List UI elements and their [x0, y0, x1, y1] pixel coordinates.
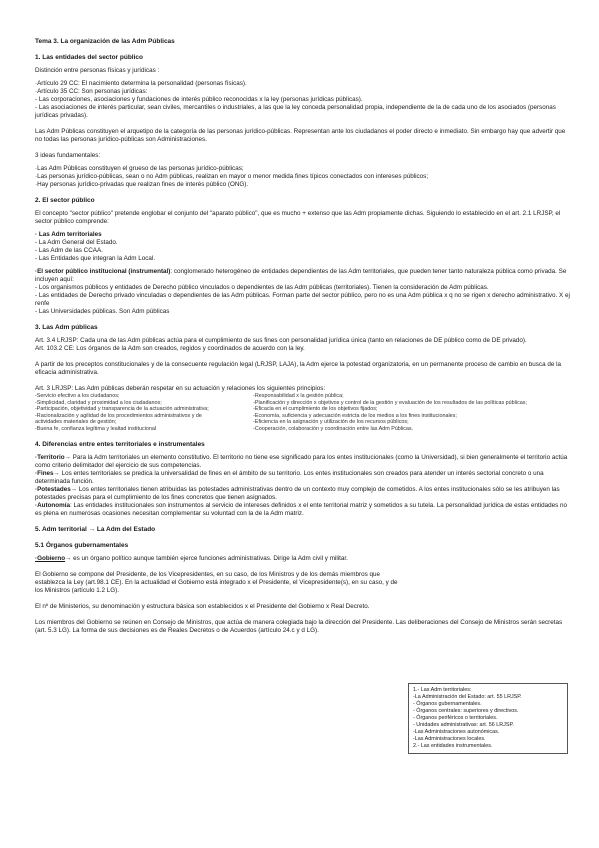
list-item: -Participación, objetividad y transparencia de la actuación administrativa; [35, 406, 209, 413]
paragraph: Distinción entre personas físicas y jurídicas : [35, 67, 160, 74]
list-item: - Las Adm de las CCAA. [35, 247, 103, 254]
list-item [35, 454, 570, 470]
inline-bold: ·Potestades [35, 485, 71, 493]
note-line: -La Administración del Estado: art. 55 LRJSP. [413, 694, 522, 700]
list-item: -Buena fe, confianza legítima y lealtad institucional [35, 425, 157, 432]
note-line: 2.- Las entidades instrumentales. [413, 743, 493, 749]
section-heading: 4. Diferencias entre entes territoriales e instrumentales [35, 440, 205, 448]
note-line: -Las Administraciones locales. [413, 736, 486, 742]
list-item: -Cooperación, colaboración y coordinación entre las Adm Públicas. [253, 425, 414, 432]
list-item: -Planificación y dirección x objetivos y control de la gestión y evaluación de los resultados de las políticas públicas; [253, 399, 527, 406]
list-item: - Los organismos públicos y entidades de Derecho público vinculados o dependientes de las Adm públicas (territoriales). Tienen la consideración de Adm públicas. [35, 284, 489, 291]
list-item [35, 502, 570, 518]
subheading: · Las Adm territoriales [35, 231, 102, 238]
inline-text: : Las entidades institucionales son instrumentos al servicio de intereses definidos x el ente territorial matriz y sometidos a su tutela. La personalidad jurídica de estas entidades no es plena en numerosas ocasiones necesitan complementar su voluntad con la de la Adm matriz. [35, 501, 568, 517]
paragraph: El concepto "sector público" pretende englobar el conjunto del "aparato público", que es mucho + extenso que las Adm propiamente dichas. Siguiendo lo establecido en el art. 2.1 LRJSP, el sector público comprende: [35, 210, 561, 225]
inline-bold: ·Gobierno [35, 554, 66, 562]
note-line: - Órganos gubernamentales. [413, 701, 482, 707]
principles-left [35, 393, 227, 433]
section-heading: 1. Las entidades del sector público [35, 54, 144, 61]
inline-bold: ·Fines [35, 469, 54, 477]
note-line: - Unidades administrativas: art. 56 LRJSP. [413, 722, 514, 728]
section-5-left-column [35, 555, 400, 611]
principles-columns [35, 393, 570, 433]
inline-text: → Los entes territoriales tienen atribuidas las potestades administrativas dentro de un contexto muy complejo de cometidos. A los entes institucionales sólo se les atribuyen las potestades precisas para el cumplimiento de los fines concretos que tienen asignados. [35, 485, 560, 501]
list-item: -Servicio efectivo a los ciudadanos; [35, 393, 120, 399]
list-item: - Las corporaciones, asociaciones y fundaciones de interés público reconocidas x la ley (personas jurídicas públicas). [35, 96, 363, 103]
note-line: 1.- Las Adm territoriales: [413, 687, 472, 693]
list-item: -Simplicidad, claridad y proximidad a los ciudadanos; [35, 399, 162, 406]
list-item: ·Las Adm Públicas constituyen el grueso de las personas jurídico-públicas; [35, 165, 244, 172]
document-body [35, 38, 570, 635]
section-heading: 2. El sector público [35, 197, 95, 204]
list-item: ·Artículo 35 CC: Son personas jurídicas: [35, 88, 148, 95]
list-item: -Eficacia en el cumplimiento de los objetivos fijados; [253, 406, 378, 413]
section-heading: 3. Las Adm públicas [35, 324, 98, 331]
list-item: - Las asociaciones de interés particular, sean civiles, mercantiles o industriales, a las que la ley conceda personalidad propia, independiente de la de cada uno de los asociados (personas jurídicas privadas). [35, 104, 556, 119]
note-line: - Órganos periféricos o territoriales. [413, 715, 498, 721]
list-item: -Responsabilidad x la gestión pública; [253, 393, 344, 399]
paragraph [35, 268, 570, 284]
note-line: - Órganos centrales: superiores y directivos. [413, 708, 519, 714]
list-item: - Las Universidades públicas. Son Adm públicas [35, 308, 170, 315]
inline-text: → Para la Adm territoriales un elemento constitutivo. El territorio no tiene ese significado para los entes institucionales (como la Universidad), si bien generalmente el territorio actúa como criterio delimitador del ejercicio de sus competencias. [35, 453, 568, 469]
list-item: - La Adm General del Estado. [35, 239, 118, 246]
list-item: ·Las personas jurídico-públicas, sean o no Adm públicas, realizan en mayor o menor medida fines típicos conectados con intereses públicos; [35, 173, 429, 180]
list-item [35, 470, 570, 486]
principles-right [253, 393, 570, 433]
note-line: -Las Administraciones autonómicas. [413, 729, 500, 735]
list-item: -Economía, suficiencia y adecuación estricta de los medios a los fines institucionales; [253, 412, 457, 419]
inline-bold: ·Autonomía [35, 501, 70, 509]
paragraph: A partir de los preceptos constitucionales y de la consecuente regulación legal (LRJSP, LAJA), la Adm ejerce la potestad organizatoria, en un permanente proceso de cambio en busca de la eficacia administrativa. [35, 361, 561, 376]
list-item: - Las Entidades que integran la Adm Local. [35, 255, 156, 262]
list-item [35, 486, 570, 502]
list-item: -Eficiencia en la asignación y utilización de los recursos públicos; [253, 419, 409, 426]
inline-bold: ·Territorio [35, 453, 65, 461]
paragraph [35, 555, 400, 563]
paragraph: Art. 103.2 CE: Los órganos de la Adm son creados, regidos y coordinados de acuerdo con la ley. [35, 345, 305, 352]
section-heading: 5. Adm territorial → La Adm del Estado [35, 525, 156, 533]
inline-text: → Los entes territoriales se predica la universalidad de fines en el ámbito de su territorio. Los entes institucionales son creados para atender un interés sectorial concreto o una determinada función. [35, 469, 544, 485]
paragraph: El nº de Ministerios, su denominación y estructura básica son establecidos x el Presidente del Gobierno x Real Decreto. [35, 602, 370, 610]
inline-bold: ·El sector público institucional (instrumental) [35, 268, 171, 275]
list-item: -Racionalización y agilidad de los procedimientos administrativos y de actividades materiales de gestión; [35, 412, 202, 426]
list-item: ·Hay personas jurídico-privadas que realizan fines de interés público (ONG). [35, 181, 249, 188]
paragraph: El Gobierno se compone del Presidente, de los Vicepresidentes, en su caso, de los Ministros y de los demás miembros que establezca la Ley (art.98.1 CE). En la actualidad el Gobierno está integrado x el Presidente, el Vicepresidente(s), en su caso, y de los Ministros (artículo 1.2 LG). [35, 570, 398, 594]
paragraph: Art. 3 LRJSP: Las Adm públicas deberán respetar en su actuación y relaciones los siguientes principios: [35, 385, 326, 392]
paragraph: Art. 3.4 LRJSP: Cada una de las Adm públicas actúa para el cumplimiento de sus fines con personalidad jurídica única (tanto en relaciones de DE público como de DE privado). [35, 337, 527, 344]
outline-note-box [408, 683, 568, 754]
paragraph: Los miembros del Gobierno se reúnen en Consejo de Ministros, que actúa de manera colegiada bajo la dirección del Presidente. Las deliberaciones del Consejo de Ministros serán secretas (art. 5.3 LG). La forma de sus decisiones es de Reales Decretos o de Acuerdos (artículo 24.c y d LG). [35, 618, 563, 634]
paragraph: 3 ideas fundamentales: [35, 152, 101, 159]
list-item: - Las entidades de Derecho privado vinculadas o dependientes de las Adm públicas. Forman parte del sector público, pero no es una Adm pública x q no se rigen x derecho administrativo. X ej renfe [35, 292, 570, 307]
list-item: ·Artículo 29 CC: El nacimiento determina la personalidad (personas físicas). [35, 80, 247, 87]
inline-text: → es un órgano político aunque también ejerce funciones administrativas. Dirige la Adm civil y militar. [65, 554, 348, 562]
inline-text: : conglomerado heterogéneo de entidades dependientes de las Adm territoriales, que pueden tener tanto naturaleza pública como privada. Se incluyen aquí: [35, 268, 567, 283]
document-title: Tema 3. La organización de las Adm Públicas [35, 38, 175, 45]
paragraph: Las Adm Públicas constituyen el arquetipo de la categoría de las personas jurídico-públicas. Representan ante los ciudadanos el poder directo e inmediato. Sin embargo hay que advertir que no todas las personas jurídico-públicas son Administraciones. [35, 128, 566, 143]
subsection-heading: 5.1 Órganos gubernamentales [35, 541, 129, 549]
